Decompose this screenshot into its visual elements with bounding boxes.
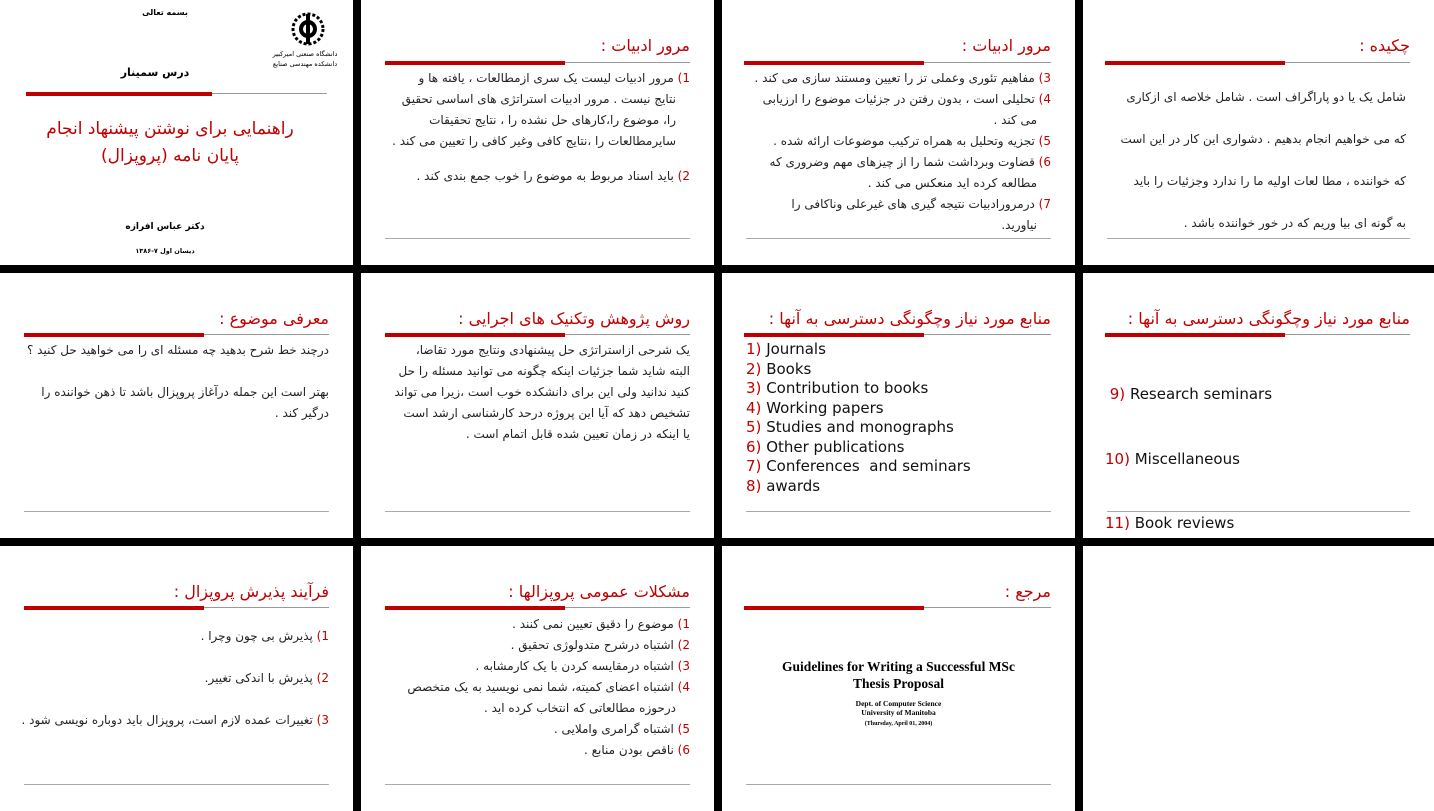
title-divider-red — [24, 606, 204, 610]
slide-body — [381, 614, 690, 761]
list-item: 4) اشتباه اعضای کمیته، شما نمی نویسید به یک متخصص — [407, 680, 690, 694]
list-item: 1) مرور ادبیات لیست یک سری ازمطالعات ، یافته ها و — [418, 71, 690, 85]
footer-rule — [385, 784, 690, 785]
title-divider-gray — [204, 334, 329, 335]
slide-title-text: منابع مورد نیاز وچگونگی دسترسی به آنها : — [768, 309, 1051, 328]
footer-rule — [1107, 238, 1410, 239]
list-item: 4) Working papers — [746, 398, 884, 417]
slide-body — [20, 340, 329, 424]
university-logo-icon — [288, 10, 328, 48]
resource-list — [746, 340, 971, 496]
title-divider-gray — [565, 62, 690, 63]
title-divider-red — [1105, 61, 1285, 65]
list-item: 6) قضاوت وبرداشت شما را از چیزهای مهم وضروری که — [769, 155, 1051, 169]
list-item: 1) موضوع را دقیق تعیین نمی کنند . — [512, 617, 690, 631]
slide-research-method — [361, 273, 714, 538]
title-divider-red — [744, 333, 924, 337]
list-item: 3) Contribution to books — [746, 379, 929, 397]
list-item: 6) ناقص بودن منابع . — [584, 743, 690, 757]
slide-body — [744, 68, 1051, 236]
title-divider-red — [24, 333, 204, 337]
list-item: 6) Other publications — [746, 437, 905, 456]
slide-resources-1 — [722, 273, 1075, 538]
slide-title-text: چکیده : — [1359, 36, 1410, 55]
list-item: 5) تجزیه وتحلیل به همراه ترکیب موضوعات ارائه شده . — [773, 134, 1051, 148]
list-item-cont: نیاورید. — [1001, 218, 1037, 232]
slide-title-text: مرجع : — [1004, 582, 1051, 601]
body-line — [20, 361, 329, 382]
title-divider-red — [385, 61, 565, 65]
course-name: درس سمینار — [120, 66, 190, 79]
slide-title-text: معرفی موضوع : — [219, 309, 329, 328]
slide-abstract — [1083, 0, 1434, 265]
title-divider-gray — [1285, 334, 1410, 335]
abstract-line: به گونه ای بیا وریم که در خور خواننده باشد . — [1183, 216, 1406, 230]
university-name: دانشگاه صنعتی امیرکبیر — [272, 50, 338, 58]
slide-title-text: مرور ادبیات : — [961, 36, 1051, 55]
footer-rule — [1107, 511, 1410, 512]
body-line: بهتر است این جمله درآغاز پروپزال باشد تا ذهن خواننده را — [41, 385, 329, 399]
body-line: تشخیص دهد که آیا این پروژه درحد کارشناسی ارشد است — [403, 406, 690, 420]
footer-rule — [385, 238, 690, 239]
body-line: کنید ندانید ولی این برای دانشکده خوب است ،زیرا می تواند — [394, 385, 690, 399]
slide-literature-review-1 — [361, 0, 714, 265]
list-item: 3) تغییرات عمده لازم است، پروپزال باید دوباره نویسی شود . — [21, 713, 329, 727]
list-item-cont: درحوزه مطالعاتی که انتخاب کرده اید . — [484, 701, 676, 715]
list-item: 7) Conferences and seminars — [746, 457, 971, 475]
list-item: 2) باید اسناد مربوط به موضوع را خوب جمع بندی کند . — [416, 169, 690, 183]
title-divider-gray — [565, 334, 690, 335]
list-item: 11) Book reviews — [1105, 514, 1235, 532]
list-item-cont: سایرمطالعات را ،نتایج کافی وغیر کافی را تعیین می کند . — [392, 134, 676, 148]
title-divider-red — [744, 61, 924, 65]
list-item: 2) Books — [746, 359, 812, 378]
slide-literature-review-2 — [722, 0, 1075, 265]
slide-body — [385, 68, 690, 187]
slide-topic-introduction — [0, 273, 353, 538]
title-divider-red — [26, 92, 212, 96]
list-item: 1) Journals — [746, 340, 826, 358]
slide-acceptance-process — [0, 546, 353, 811]
body-line: یا اینکه در زمان تعیین شده قابل اتمام است . — [465, 427, 690, 441]
slide-title-text: روش پژوهش وتکنیک های اجرایی : — [458, 309, 690, 328]
list-item-cont: را، موضوع را،کارهای حل نشده را ، نتایج تحقیقات — [429, 113, 676, 127]
slide-title-text: مرور ادبیات : — [600, 36, 690, 55]
title-divider-gray — [924, 334, 1051, 335]
author-name: دکتر عباس افرازه — [125, 222, 205, 232]
title-divider-red — [744, 606, 924, 610]
body-line: یک شرحی ازاستراتژی حل پیشنهادی ونتایج مورد تقاضا، — [415, 343, 690, 357]
list-item: 9) Research seminars — [1105, 385, 1273, 403]
title-divider-gray — [565, 607, 690, 608]
slide-body — [1105, 76, 1406, 244]
slide-title-text: منابع مورد نیاز وچگونگی دسترسی به آنها : — [1127, 309, 1410, 328]
slide-title — [0, 0, 353, 265]
reference-title-line-1: Guidelines for Writing a Successful MSc — [782, 659, 1015, 674]
reference-title-line-2: Thesis Proposal — [853, 676, 944, 691]
list-item: 5) اشتباه گرامری واملایی . — [553, 722, 690, 736]
title-divider-gray — [212, 93, 327, 94]
list-item: 8) awards — [746, 476, 821, 495]
slide-title-text: فرآیند پذیرش پروپزال : — [173, 582, 329, 601]
reference-date: (Thursday, April 01, 2004) — [864, 721, 933, 727]
bismillah: بسمه تعالی — [142, 8, 188, 17]
title-divider-gray — [924, 62, 1051, 63]
list-item-cont: مطالعه کرده اید منعکس می کند . — [867, 176, 1037, 190]
faculty-name: دانشکده مهندسی صنایع — [272, 60, 338, 68]
list-item: 1) پذیرش بی چون وچرا . — [200, 629, 329, 643]
slide-reference — [722, 546, 1075, 811]
body-line: درگیر کند . — [274, 406, 329, 420]
list-item-cont: نتایج نیست . مرور ادبیات استراتژی های اساسی تحقیق — [401, 92, 676, 106]
footer-rule — [746, 784, 1051, 785]
list-item: 4) تحلیلی است ، بدون رفتن در جزئیات موضوع را ارزیابی — [762, 92, 1051, 106]
footer-rule — [746, 238, 1051, 239]
abstract-line: شامل یک یا دو پاراگراف است . شامل خلاصه ای ازکاری — [1126, 90, 1406, 104]
presentation-date: دیسان اول ۷-۱۳۸۶ — [135, 247, 195, 255]
slide-body — [381, 340, 690, 445]
footer-rule — [746, 511, 1051, 512]
title-divider-red — [1105, 333, 1285, 337]
list-item: 2) اشتباه درشرح متدولوژی تحقیق . — [510, 638, 690, 652]
reference-dept: Dept. of Computer Science — [855, 699, 942, 708]
footer-rule — [24, 511, 329, 512]
reference-university: University of Manitoba — [861, 708, 936, 717]
slide-title-text: مشکلات عمومی پروپزالها : — [508, 582, 690, 601]
reference-block — [722, 658, 1075, 729]
body-line: درچند خط شرح بدهید چه مسئله ای را می خواهید حل کنید ؟ — [27, 343, 329, 357]
title-divider-red — [385, 333, 565, 337]
footer-rule — [24, 784, 329, 785]
list-item: 3) مفاهیم تئوری وعملی تز را تعیین ومستند سازی می کند . — [754, 71, 1051, 85]
title-line-1: راهنمایی برای نوشتن پیشنهاد انجام — [46, 119, 294, 139]
list-item: 7) درمرورادبیات نتیجه گیری های غیرعلی وناکافی را — [791, 197, 1051, 211]
title-line-2: پایان نامه (پروپزال) — [100, 146, 240, 166]
list-item: 10) Miscellaneous — [1105, 449, 1240, 468]
title-divider-gray — [924, 607, 1051, 608]
slide-body — [20, 615, 329, 741]
title-divider-red — [385, 606, 565, 610]
slide-resources-2 — [1083, 273, 1434, 538]
list-item-cont: می کند . — [993, 113, 1037, 127]
presentation-title — [20, 116, 320, 170]
title-divider-gray — [1285, 62, 1410, 63]
title-divider-gray — [204, 607, 329, 608]
footer-rule — [385, 511, 690, 512]
abstract-line: که می خواهیم انجام بدهیم . دشواری این کار در این است — [1120, 132, 1406, 146]
slide-common-problems — [361, 546, 714, 811]
body-line: البته شاید شما جزئیات اینکه چگونه می توانید مسئله را حل — [398, 364, 690, 378]
slide-blank — [1083, 546, 1434, 811]
abstract-line: که خواننده ، مطا لعات اولیه ما را ندارد وجزئیات را باید — [1133, 174, 1406, 188]
list-item: 3) اشتباه درمقایسه کردن با یک کارمشابه . — [475, 659, 690, 673]
list-item: 5) Studies and monographs — [746, 418, 954, 436]
list-item: 2) پذیرش با اندکی تغییر. — [204, 671, 329, 685]
